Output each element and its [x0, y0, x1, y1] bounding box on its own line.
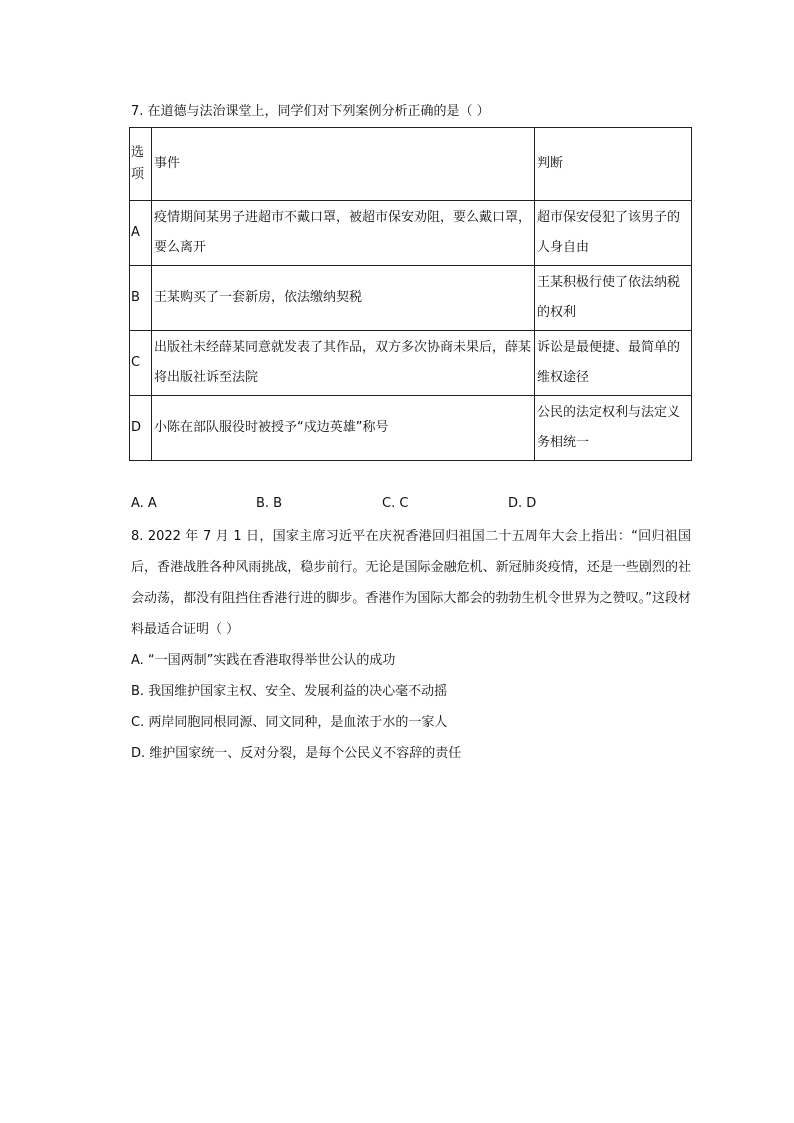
row-judgment-cell: 超市保安侵犯了该男子的人身自由 — [535, 201, 692, 266]
row-event-cell: 疫情期间某男子进超市不戴口罩，被超市保安劝阻，要么戴口罩，要么离开 — [152, 201, 535, 266]
question-8-option-c[interactable]: C. 两岸同胞同根同源、同文同种，是血浓于水的一家人 — [131, 715, 448, 730]
choice-c[interactable]: C. C — [382, 496, 409, 511]
question-7-choices — [131, 494, 651, 514]
row-judgment-cell: 王某积极行使了依法纳税的权利 — [535, 266, 692, 331]
header-judgment-cell: 判断 — [535, 128, 692, 201]
header-option-cell: 选项 — [130, 128, 152, 201]
question-8-option-b[interactable]: B. 我国维护国家主权、安全、发展利益的决心毫不动摇 — [131, 684, 448, 699]
header-event-cell: 事件 — [152, 128, 535, 201]
table-row — [130, 266, 692, 331]
table-row — [130, 201, 692, 266]
table-row — [130, 396, 692, 461]
question-8-stem: 8. 2022 年 7 月 1 日，国家主席习近平在庆祝香港回归祖国二十五周年大会上指出：“回归祖国后，香港战胜各种风雨挑战，稳步前行。无论是国际金融危机、新冠肺炎疫情，还是一些剧烈的社会动荡，都没有阻挡住香港行进的脚步。香港作为国际大都会的勃勃生机令世界为之赞叹。”这段材料最适合证明（ ） — [131, 529, 691, 637]
question-8-option-d[interactable]: D. 维护国家统一、反对分裂，是每个公民义不容辞的责任 — [131, 746, 462, 761]
row-option-cell: B — [130, 266, 152, 331]
choice-a[interactable]: A. A — [131, 496, 157, 511]
question-8 — [131, 521, 691, 769]
row-judgment-cell: 公民的法定权利与法定义务相统一 — [535, 396, 692, 461]
row-event-cell: 出版社未经薛某同意就发表了其作品，双方多次协商未果后，薛某将出版社诉至法院 — [152, 331, 535, 396]
choice-b[interactable]: B. B — [256, 496, 283, 511]
table-header-row — [130, 128, 692, 201]
row-option-cell: A — [130, 201, 152, 266]
row-event-cell: 小陈在部队服役时被授予“戍边英雄”称号 — [152, 396, 535, 461]
question-7-stem: 7. 在道德与法治课堂上，同学们对下列案例分析正确的是（ ） — [131, 104, 490, 119]
row-judgment-cell: 诉讼是最便捷、最简单的维权途径 — [535, 331, 692, 396]
row-option-cell: D — [130, 396, 152, 461]
row-option-cell: C — [130, 331, 152, 396]
choice-d[interactable]: D. D — [508, 496, 537, 511]
question-8-option-a[interactable]: A. “一国两制”实践在香港取得举世公认的成功 — [131, 653, 396, 668]
row-event-cell: 王某购买了一套新房，依法缴纳契税 — [152, 266, 535, 331]
table-row — [130, 331, 692, 396]
question-7-table — [129, 127, 692, 461]
